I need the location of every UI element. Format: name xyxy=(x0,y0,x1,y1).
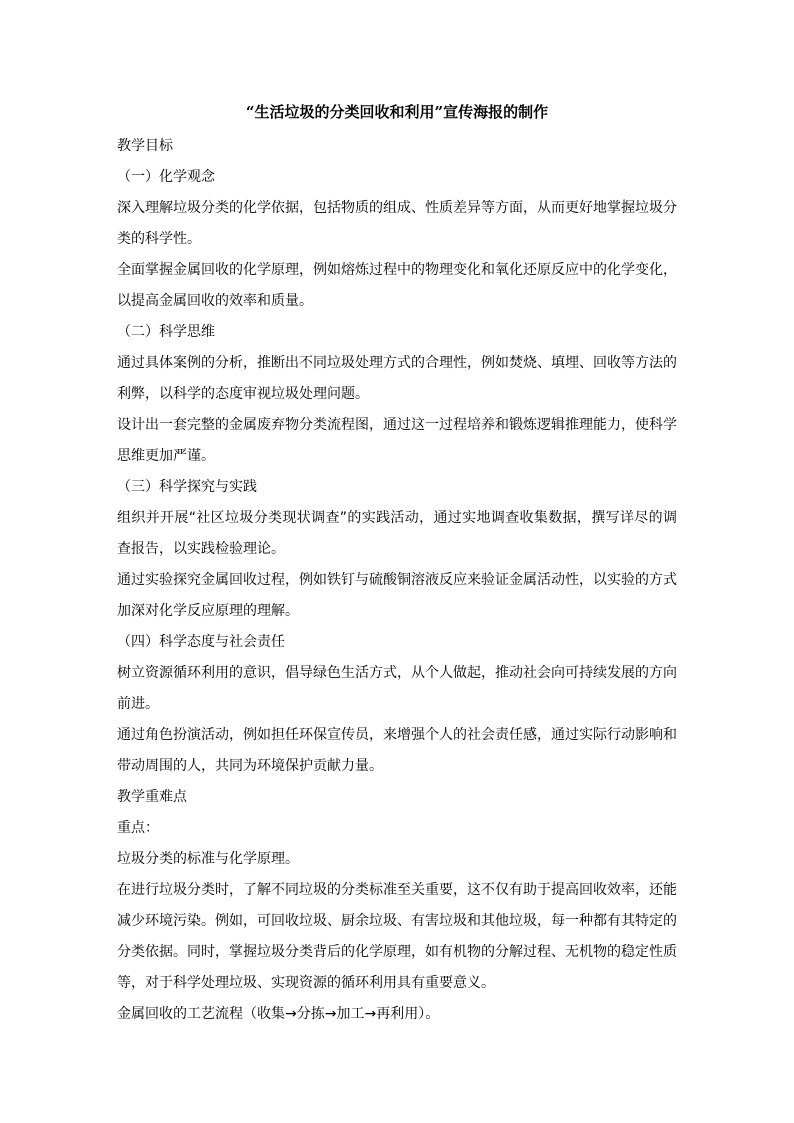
paragraph: 通过实验探究金属回收过程，例如铁钉与硫酸铜溶液反应来验证金属活动性，以实验的方式加深对化学反应原理的理解。 xyxy=(117,572,677,619)
heading-key-points: 教学重难点 xyxy=(117,789,187,805)
paragraph: 全面掌握金属回收的化学原理，例如熔炼过程中的物理变化和氧化还原反应中的化学变化，以提高金属回收的效率和质量。 xyxy=(117,262,677,309)
paragraph: 深入理解垃圾分类的化学依据，包括物质的组成、性质差异等方面，从而更好地掌握垃圾分类的科学性。 xyxy=(117,200,677,247)
subheading-inquiry-practice: （三）科学探究与实践 xyxy=(117,479,257,495)
paragraph: 金属回收的工艺流程（收集→分拣→加工→再利用）。 xyxy=(117,1006,440,1022)
paragraph: 通过具体案例的分析，推断出不同垃圾处理方式的合理性，例如焚烧、填埋、回收等方法的利弊，以科学的态度审视垃圾处理问题。 xyxy=(117,355,677,402)
document-body xyxy=(117,131,677,1030)
subheading-scientific-thinking: （二）科学思维 xyxy=(117,324,215,340)
paragraph: 组织并开展“社区垃圾分类现状调查”的实践活动，通过实地调查收集数据，撰写详尽的调查报告，以实践检验理论。 xyxy=(117,510,677,557)
paragraph: 垃圾分类的标准与化学原理。 xyxy=(117,851,299,867)
paragraph: 设计出一套完整的金属废弃物分类流程图，通过这一过程培养和锻炼逻辑推理能力，使科学思维更加严谨。 xyxy=(117,417,677,464)
paragraph: 在进行垃圾分类时，了解不同垃圾的分类标准至关重要，这不仅有助于提高回收效率，还能减少环境污染。例如，可回收垃圾、厨余垃圾、有害垃圾和其他垃圾，每一种都有其特定的分类依据。同时，掌握垃圾分类背后的化学原理，如有机物的分解过程、无机物的稳定性质等，对于科学处理垃圾、实现资源的循环利用具有重要意义。 xyxy=(117,882,677,991)
paragraph: 通过角色扮演活动，例如担任环保宣传员，来增强个人的社会责任感，通过实际行动影响和带动周围的人，共同为环境保护贡献力量。 xyxy=(117,727,677,774)
paragraph: 树立资源循环利用的意识，倡导绿色生活方式，从个人做起，推动社会向可持续发展的方向前进。 xyxy=(117,665,677,712)
document-title: “生活垃圾的分类回收和利用”宣传海报的制作 xyxy=(245,103,549,121)
heading-teaching-goals: 教学目标 xyxy=(117,138,173,154)
subheading-chemistry-concept: （一）化学观念 xyxy=(117,169,215,185)
subheading-attitude-responsibility: （四）科学态度与社会责任 xyxy=(117,634,285,650)
label-key: 重点： xyxy=(117,820,159,836)
